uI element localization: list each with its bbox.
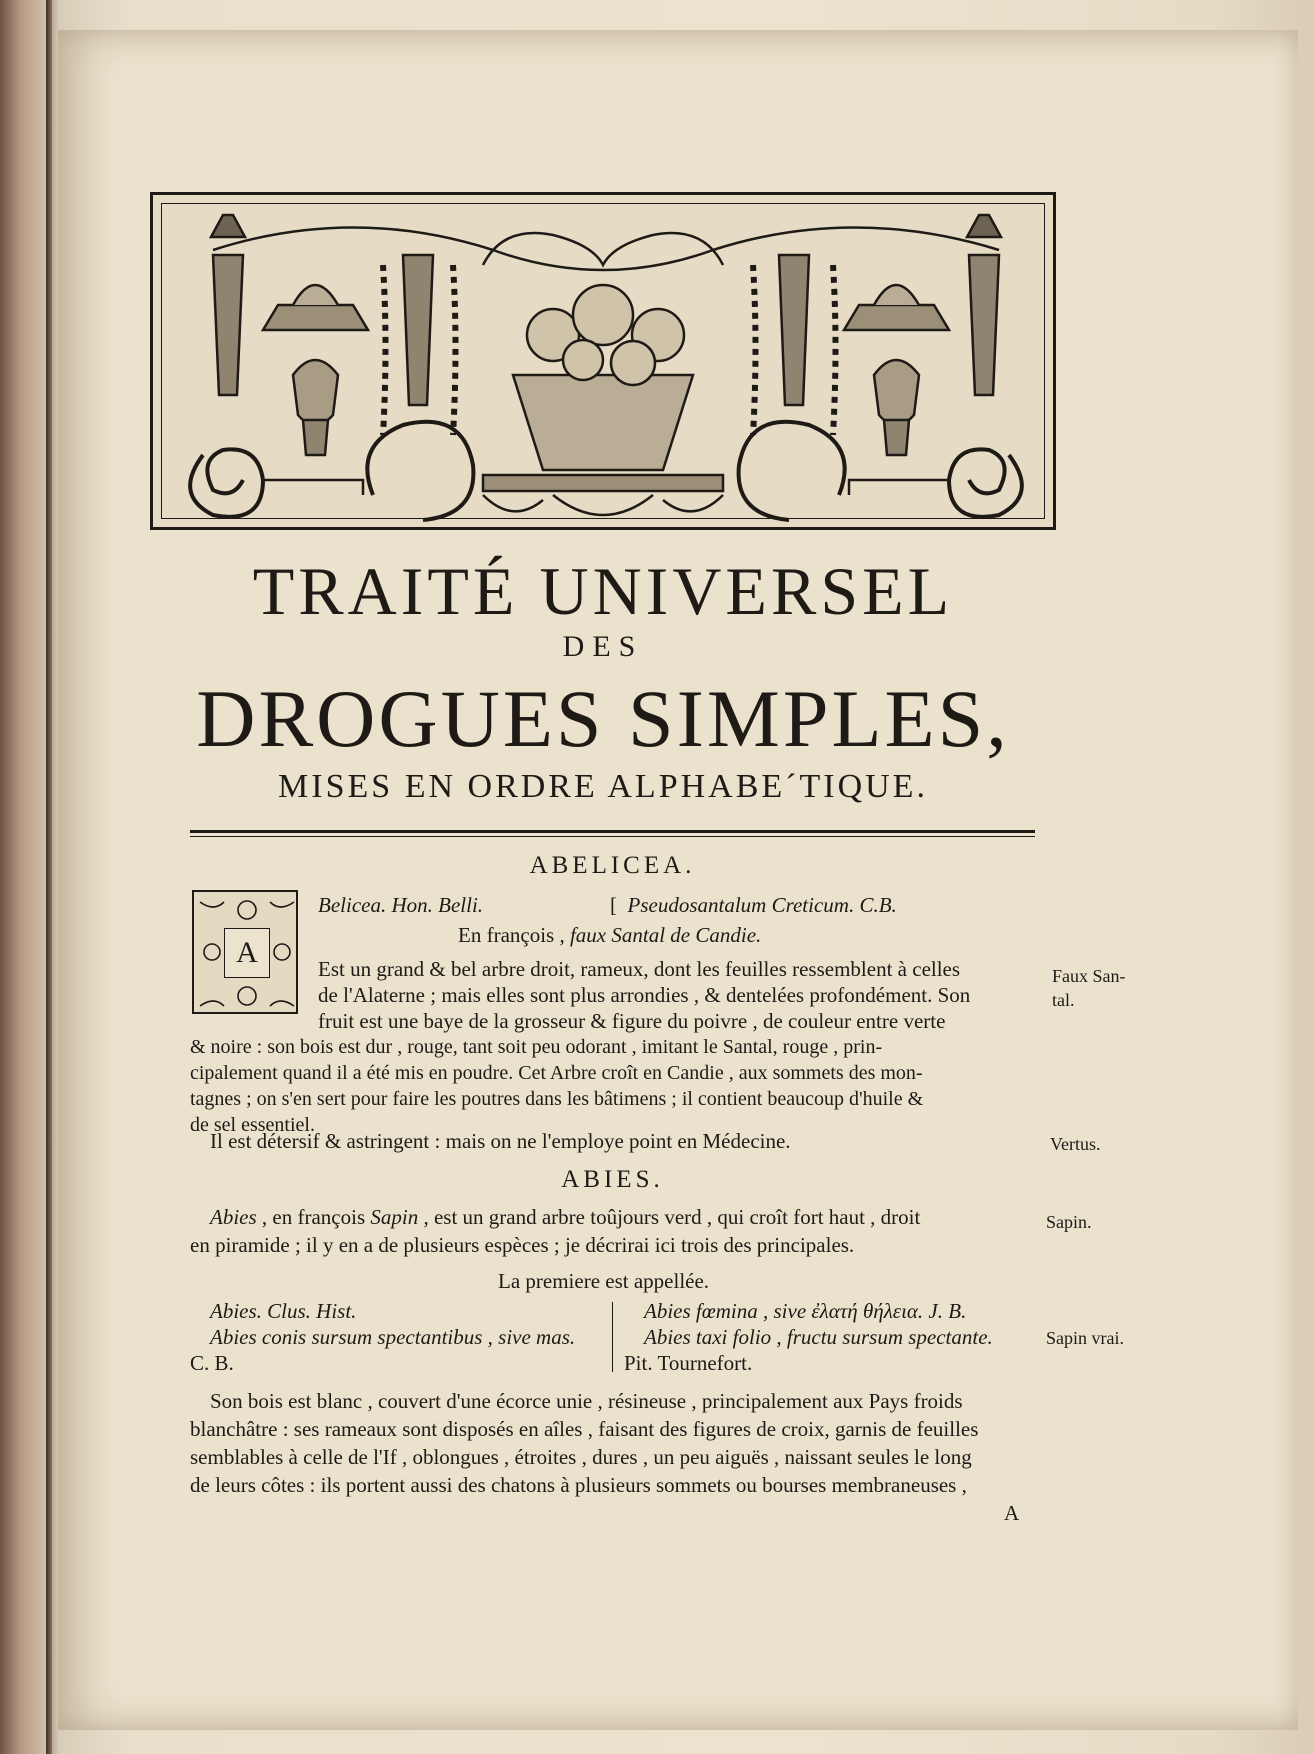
french-name-line bbox=[458, 922, 761, 948]
margin-faux-santal-1: Faux San- bbox=[1052, 966, 1126, 986]
book-spine bbox=[46, 0, 52, 1754]
abies-intro-mid: , en françois bbox=[256, 1205, 371, 1229]
abelicea-line-6: tagnes ; on s'en sert pour faire les poutres dans les bâtimens ; il contient beaucoup d'huile & bbox=[190, 1088, 924, 1110]
book-title-line3: DROGUES SIMPLES, bbox=[196, 673, 1010, 764]
french-prefix: En françois , bbox=[458, 923, 565, 947]
abies-desc-4: de leurs côtes : ils portent aussi des chatons à plusieurs sommets ou bourses membraneuses , bbox=[190, 1473, 967, 1497]
book-title-line4: MISES EN ORDRE ALPHABE´TIQUE. bbox=[278, 768, 928, 805]
abelicea-line-5: cipalement quand il a été mis en poudre. Cet Arbre croît en Candie , aux sommets des mon- bbox=[190, 1062, 923, 1084]
left-page-edge bbox=[0, 0, 52, 1754]
abelicea-line-2: de l'Alaterne ; mais elles sont plus arrondies , & dentelées profondément. Son bbox=[318, 983, 971, 1007]
synonym-bracket: [ bbox=[610, 893, 617, 917]
abelicea-line-1: Est un grand & bel arbre droit, rameux, dont les feuilles ressemblent à celles bbox=[318, 957, 961, 981]
title-rule bbox=[190, 830, 1035, 833]
synonym-left bbox=[318, 892, 483, 918]
entry-heading-abies: ABIES. bbox=[561, 1166, 664, 1193]
margin-sapin: Sapin. bbox=[1046, 1212, 1092, 1232]
abies-intro-rest: , est un grand arbre toûjours verd , qui croît fort haut , droit bbox=[418, 1205, 921, 1229]
synonym-column-divider bbox=[612, 1302, 613, 1372]
vertus-line: Il est détersif & astringent : mais on ne l'employe point en Médecine. bbox=[210, 1129, 791, 1153]
french-name: faux Santal de Candie. bbox=[569, 923, 762, 947]
abies-syn-right-1: Abies fœmina , sive ἐλατή θήλεια. J. B. bbox=[644, 1299, 967, 1323]
synonym-right bbox=[610, 892, 897, 918]
margin-vertus: Vertus. bbox=[1050, 1134, 1101, 1154]
abies-intro-line2: en piramide ; il y en a de plusieurs espèces ; je décrirai ici trois des principales. bbox=[190, 1233, 855, 1257]
book-title-line1: TRAITÉ UNIVERSEL bbox=[252, 553, 954, 629]
entry-heading-abelicea: ABELICEA. bbox=[529, 852, 696, 879]
abies-syn-left-1: Abies. Clus. Hist. bbox=[210, 1299, 357, 1323]
abies-syn-right-2: Abies taxi folio , fructu sursum spectante. bbox=[644, 1325, 993, 1349]
abies-intro-it: Abies bbox=[210, 1205, 257, 1229]
abies-subhead: La premiere est appellée. bbox=[498, 1269, 710, 1293]
signature-mark: A bbox=[1004, 1501, 1020, 1525]
abies-desc-2: blanchâtre : ses rameaux sont disposés en aîles , faisant des figures de croix, garnis de feuilles bbox=[190, 1417, 979, 1441]
margin-sapin-vrai: Sapin vrai. bbox=[1046, 1328, 1124, 1348]
abies-syn-left-3: C. B. bbox=[190, 1351, 234, 1375]
abelicea-line-3: fruit est une baye de la grosseur & figure du poivre , de couleur entre verte bbox=[318, 1009, 946, 1033]
synonym-left-text: Belicea. Hon. Belli. bbox=[318, 893, 484, 917]
abies-syn-left-2: Abies conis sursum spectantibus , sive mas. bbox=[210, 1325, 576, 1349]
abies-syn-right-3: Pit. Tournefort. bbox=[624, 1351, 753, 1375]
abies-intro-line1 bbox=[210, 1204, 920, 1230]
abelicea-line-4: & noire : son bois est dur , rouge, tant soit peu odorant , imitant le Santal, rouge , prin- bbox=[190, 1036, 883, 1058]
drop-cap-ornament bbox=[192, 890, 298, 1014]
book-title-line2: DES bbox=[562, 630, 644, 663]
drop-cap-letter: A bbox=[224, 928, 270, 978]
abies-intro-it2: Sapin bbox=[370, 1205, 419, 1229]
ornamental-headpiece bbox=[150, 192, 1056, 530]
synonym-right-text: Pseudosantalum Creticum. C.B. bbox=[627, 893, 897, 917]
margin-faux-santal-2: tal. bbox=[1052, 990, 1075, 1010]
abies-desc-1: Son bois est blanc , couvert d'une écorce unie , résineuse , principalement aux Pays froids bbox=[210, 1389, 963, 1413]
ornament-drawing bbox=[153, 195, 1059, 533]
abies-desc-3: semblables à celle de l'If , oblongues , étroites , dures , un peu aiguës , naissant seules le long bbox=[190, 1445, 972, 1469]
abelicea-line-7: de sel essentiel. bbox=[190, 1114, 315, 1136]
